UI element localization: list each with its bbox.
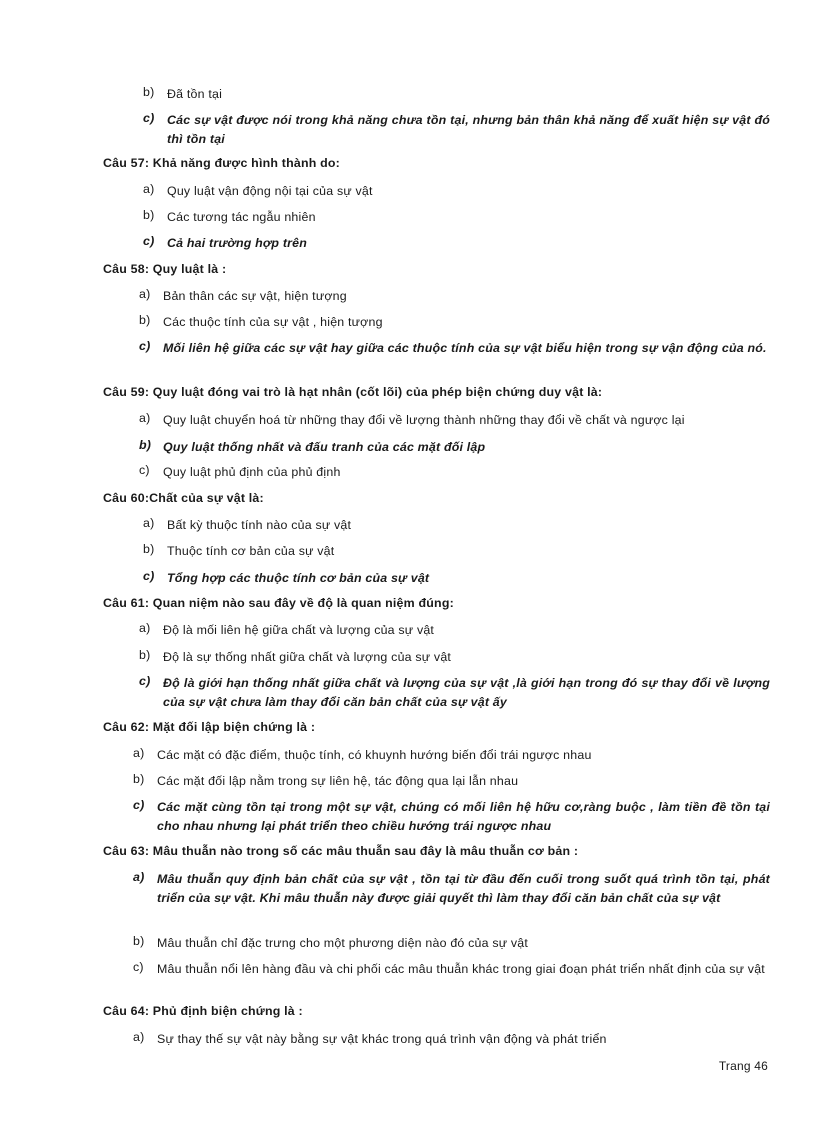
option-text: Mâu thuẫn nổi lên hàng đầu và chi phối các mâu thuẫn khác trong giai đoạn phát triển nhất định của sự vật [157,962,765,976]
answer-option [133,960,770,979]
option-text: Mâu thuẫn quy định bản chất của sự vật , tồn tại từ đầu đến cuối trong suốt quá trình tồn tại, phát triển của sự vật. Khi mâu thuẫn này được giải quyết thì làm thay đổi căn bản chất của sự vật [157,872,770,905]
option-text: Độ là sự thống nhất giữa chất và lượng của sự vật [163,650,452,664]
question-heading: Câu 57: Khả năng được hình thành do: [103,156,340,170]
answer-option [139,463,770,482]
option-label: c) [139,463,150,477]
option-label: a) [143,516,155,530]
answer-option [143,542,770,561]
option-label: a) [133,746,145,760]
option-text: Các mặt có đặc điểm, thuộc tính, có khuynh hướng biến đổi trái ngược nhau [157,748,592,762]
answer-option [133,772,770,791]
answer-option [143,208,770,227]
option-text: Bản thân các sự vật, hiện tượng [163,289,347,303]
option-text: Quy luật chuyển hoá từ những thay đổi về lượng thành những thay đổi về chất và ngược lại [163,413,685,427]
option-label: b) [143,208,155,222]
option-text: Các tương tác ngẫu nhiên [167,210,316,224]
answer-option-correct [143,569,770,588]
option-text: Bất kỳ thuộc tính nào của sự vật [167,518,352,532]
answer-option-correct [139,339,770,358]
option-text: Các thuộc tính của sự vật , hiện tượng [163,315,383,329]
option-label: c) [143,569,155,583]
option-text: Đã tồn tại [167,87,223,101]
question-heading: Câu 60:Chất của sự vật là: [103,491,264,505]
option-text: Mối liên hệ giữa các sự vật hay giữa các thuộc tính của sự vật biểu hiện trong sự vận động của nó. [163,341,767,355]
page-number: Trang 46 [718,1059,768,1073]
answer-option [143,182,770,201]
option-text: Các mặt đối lập nằm trong sự liên hệ, tác động qua lại lẫn nhau [157,774,519,788]
option-label: c) [139,674,151,688]
option-label: a) [133,870,145,884]
option-label: b) [139,648,151,662]
option-text: Thuộc tính cơ bản của sự vật [167,544,335,558]
question-heading: Câu 61: Quan niệm nào sau đây về độ là quan niệm đúng: [103,596,454,610]
answer-option [139,621,770,640]
answer-option [139,411,770,430]
option-text: Quy luật phủ định của phủ định [163,465,341,479]
option-text: Sự thay thế sự vật này bằng sự vật khác trong quá trình vận động và phát triển [157,1032,607,1046]
option-label: b) [143,542,155,556]
option-label: c) [143,234,155,248]
option-text: Quy luật thống nhất và đấu tranh của các mặt đối lập [163,440,486,454]
option-label: a) [133,1030,145,1044]
option-text: Độ là giới hạn thống nhất giữa chất và lượng của sự vật ,là giới hạn trong đó sự thay đổi về lượng của sự vật chưa làm thay đổi căn bản chất của sự vật ấy [163,676,770,709]
answer-option-correct [139,438,770,457]
option-label: a) [139,411,151,425]
option-label: b) [139,313,151,327]
question-heading: Câu 64: Phủ định biện chứng là : [103,1004,303,1018]
option-label: a) [143,182,155,196]
answer-option [139,287,770,306]
option-label: c) [139,339,151,353]
answer-option [133,934,770,953]
option-text: Cả hai trường hợp trên [167,236,308,250]
question-heading: Câu 63: Mâu thuẫn nào trong số các mâu thuẫn sau đây là mâu thuẫn cơ bản : [103,844,579,858]
option-label: c) [143,111,155,125]
answer-option-correct [133,870,770,908]
option-text: Mâu thuẫn chỉ đặc trưng cho một phương diện nào đó của sự vật [157,936,529,950]
option-text: Độ là mối liên hệ giữa chất và lượng của sự vật [163,623,435,637]
answer-option-correct [133,798,770,836]
option-text: Các sự vật được nói trong khả năng chưa tồn tại, nhưng bản thân khả năng để xuất hiện sự vật đó thì tồn tại [167,113,770,146]
option-label: b) [139,438,152,452]
option-label: b) [133,772,145,786]
answer-option [133,746,770,765]
answer-option [139,313,770,332]
option-text: Các mặt cùng tồn tại trong một sự vật, chúng có mối liên hệ hữu cơ,ràng buộc , làm tiền đề tồn tại cho nhau nhưng lại phát triển theo chiều hướng trái ngược nhau [157,800,770,833]
option-label: c) [133,960,144,974]
option-label: b) [133,934,145,948]
option-label: a) [139,621,151,635]
option-text: Tổng hợp các thuộc tính cơ bản của sự vật [167,571,430,585]
answer-option [143,85,770,104]
answer-option [133,1030,770,1049]
answer-option [139,648,770,667]
option-label: a) [139,287,151,301]
option-label: c) [133,798,145,812]
option-text: Quy luật vận động nội tại của sự vật [167,184,373,198]
question-heading: Câu 58: Quy luật là : [103,262,227,276]
answer-option-correct [139,674,770,712]
question-heading: Câu 62: Mặt đối lập biện chứng là : [103,720,316,734]
answer-option-correct [143,111,770,149]
question-heading: Câu 59: Quy luật đóng vai trò là hạt nhân (cốt lõi) của phép biện chứng duy vật là: [103,385,603,399]
answer-option [143,516,770,535]
option-label: b) [143,85,155,99]
answer-option-correct [143,234,770,253]
